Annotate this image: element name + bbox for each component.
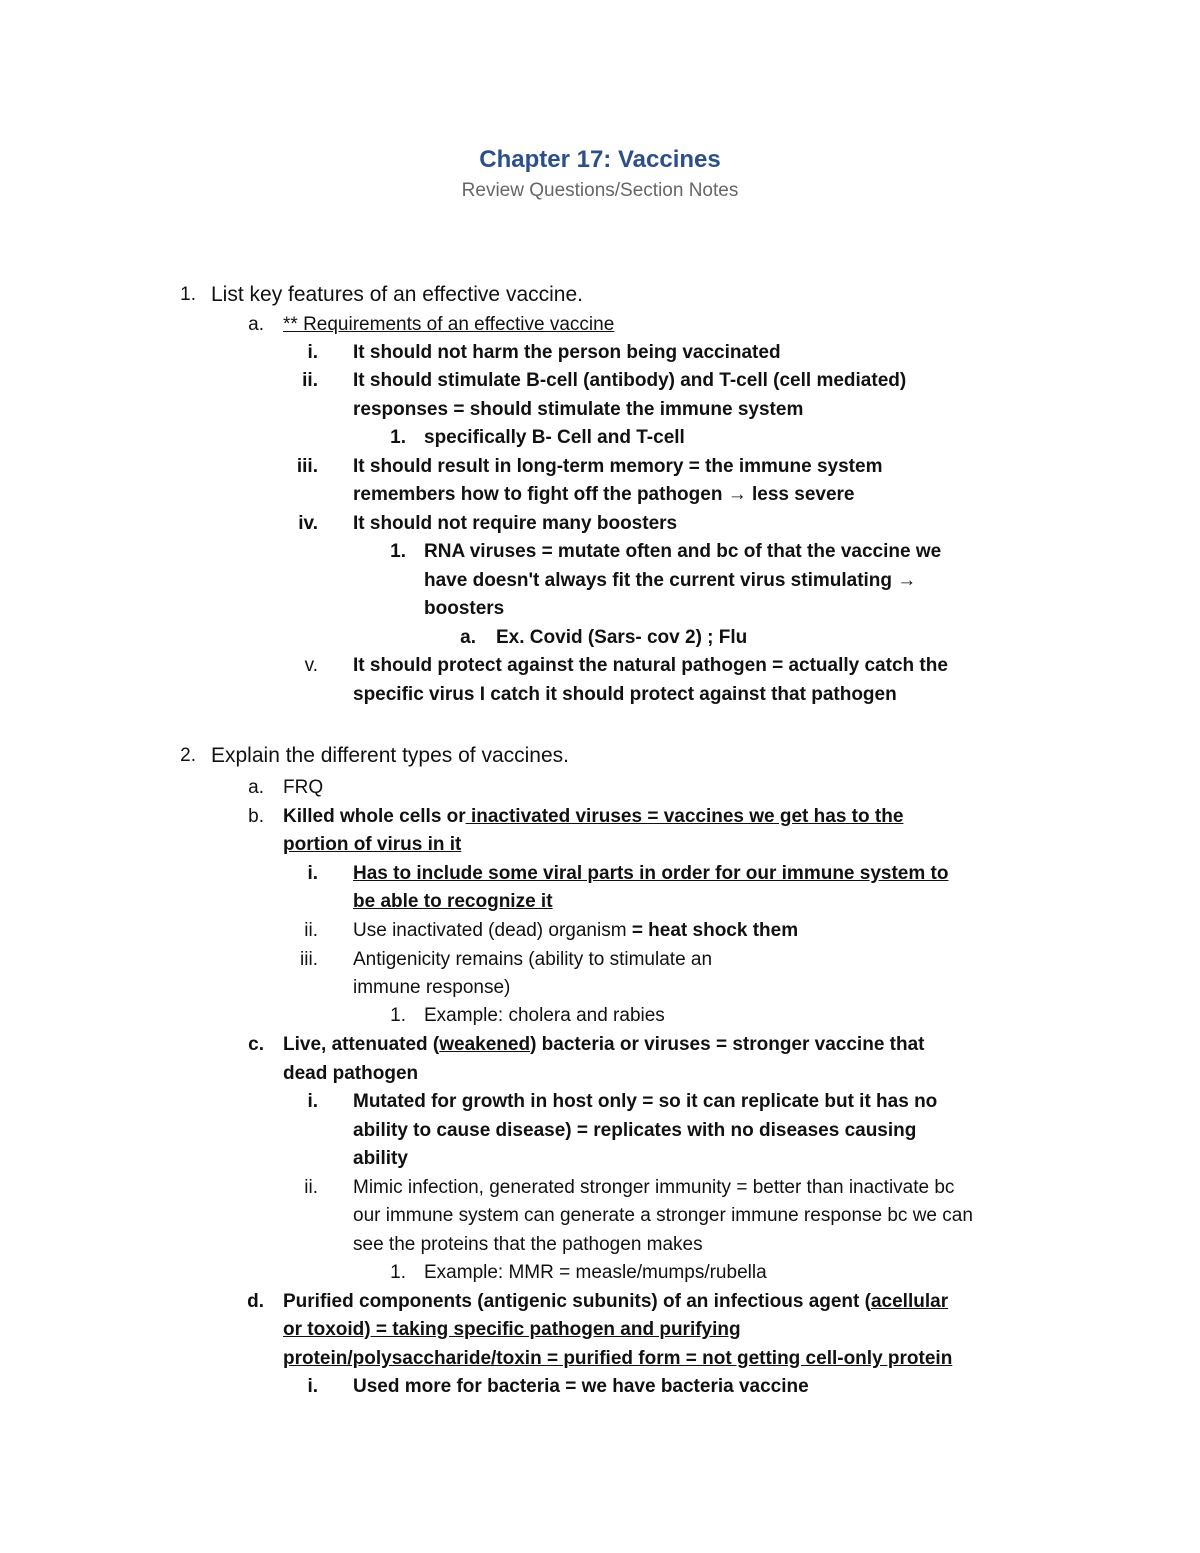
list-marker: ii. (304, 1177, 318, 1198)
list-marker: i. (307, 342, 318, 363)
q2-b-iii-text: immune response) (353, 977, 511, 998)
q1-a-i-text: It should not harm the person being vaccinated (353, 342, 781, 363)
list-marker: 1. (390, 541, 406, 562)
q1-a-ii-text: It should stimulate B-cell (antibody) and T-cell (cell mediated) (353, 370, 907, 391)
list-marker: ii. (302, 370, 318, 391)
list-marker: 1. (390, 1262, 406, 1283)
list-marker: 1. (180, 284, 196, 305)
q2-c-i-text: Mutated for growth in host only = so it can replicate but it has no (353, 1091, 938, 1112)
q2-c-ii-text: see the proteins that the pathogen makes (353, 1234, 703, 1255)
q2-b-iii-text: Antigenicity remains (ability to stimulate an (353, 949, 713, 970)
q2-c-i-text: ability to cause disease) = replicates with no diseases causing (353, 1120, 917, 1141)
q1-a-ii-1-text: specifically B- Cell and T-cell (424, 427, 685, 448)
list-marker: i. (307, 1376, 318, 1397)
q2-b-i-text: be able to recognize it (353, 891, 553, 912)
question-1-text: List key features of an effective vaccine. (211, 283, 583, 306)
q2-c-text: Live, attenuated (weakened) bacteria or viruses = stronger vaccine that (283, 1034, 925, 1055)
q2-c-ii-text: Mimic infection, generated stronger immunity = better than inactivate bc (353, 1177, 955, 1198)
list-marker: 1. (390, 427, 406, 448)
q2-c-ii-text: our immune system can generate a stronger immune response bc we can (353, 1205, 973, 1226)
list-marker: v. (304, 655, 318, 676)
list-marker: i. (307, 1091, 318, 1112)
list-marker: d. (247, 1291, 264, 1312)
page-subtitle: Review Questions/Section Notes (461, 180, 739, 201)
q2-d-text: or toxoid) = taking specific pathogen and purifying (283, 1319, 741, 1340)
list-marker: c. (248, 1034, 264, 1055)
q2-d-text: protein/polysaccharide/toxin = purified form = not getting cell-only protein (283, 1348, 953, 1369)
q1-a-iv-1-text: have doesn't always fit the current virus stimulating → (424, 570, 917, 591)
q1-a-iv-text: It should not require many boosters (353, 513, 678, 534)
question-2-text: Explain the different types of vaccines. (211, 744, 569, 767)
q2-b-text: Killed whole cells or inactivated viruses = vaccines we get has to the (283, 806, 904, 827)
q2-c-i-text: ability (353, 1148, 408, 1169)
q2-b-ii-text: Use inactivated (dead) organism = heat shock them (353, 920, 799, 941)
list-marker: 2. (180, 745, 196, 766)
q1-a-iv-1-text: boosters (424, 598, 505, 619)
q1-a-v-text: specific virus I catch it should protect against that pathogen (353, 684, 897, 705)
list-marker: ii. (304, 920, 318, 941)
q1-a-iii-text: remembers how to fight off the pathogen → less severe (353, 484, 855, 505)
page-title: Chapter 17: Vaccines (479, 146, 721, 173)
q2-d-text: Purified components (antigenic subunits) of an infectious agent (acellular (283, 1291, 949, 1312)
list-marker: iv. (298, 513, 318, 534)
q1-a-ii-text: responses = should stimulate the immune system (353, 399, 804, 420)
list-marker: a. (460, 627, 476, 648)
list-marker: i. (307, 863, 318, 884)
q1-a-iv-1-a-text: Ex. Covid (Sars- cov 2) ; Flu (496, 627, 748, 648)
list-marker: iii. (300, 949, 318, 970)
q2-b-text: portion of virus in it (283, 834, 462, 855)
list-marker: a. (248, 314, 264, 335)
list-marker: iii. (296, 456, 318, 477)
list-marker: 1. (390, 1005, 406, 1026)
list-marker: a. (248, 777, 264, 798)
q2-b-i-text: Has to include some viral parts in order for our immune system to (353, 863, 949, 884)
q2-c-text: dead pathogen (283, 1063, 419, 1084)
q2-b-example-text: Example: cholera and rabies (424, 1005, 665, 1026)
q2-d-i-text: Used more for bacteria = we have bacteria vaccine (353, 1376, 809, 1397)
list-marker: b. (248, 806, 264, 827)
q2-c-example-text: Example: MMR = measle/mumps/rubella (424, 1262, 767, 1283)
q1-a-iii-text: It should result in long-term memory = the immune system (353, 456, 883, 477)
q2-a-text: FRQ (283, 777, 324, 798)
q1-a-text: ** Requirements of an effective vaccine (283, 314, 615, 335)
q1-a-iv-1-text: RNA viruses = mutate often and bc of that the vaccine we (424, 541, 942, 562)
q1-a-v-text: It should protect against the natural pathogen = actually catch the (353, 655, 948, 676)
